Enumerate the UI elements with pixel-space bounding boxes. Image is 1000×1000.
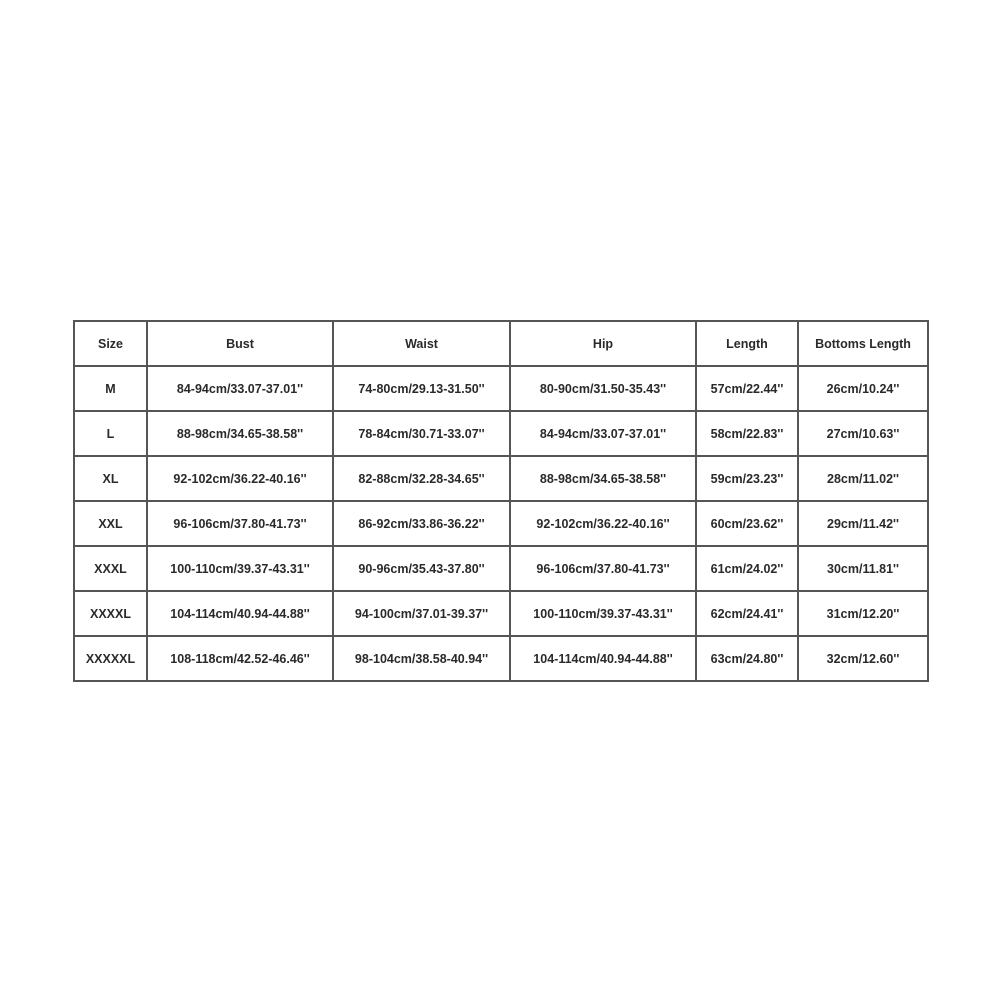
table-row [74,366,928,411]
header-row [74,321,928,366]
cell-waist: 74-80cm/29.13-31.50'' [333,366,510,411]
header-bust: Bust [147,321,333,366]
cell-bottoms-length: 26cm/10.24'' [798,366,928,411]
cell-size: L [74,411,147,456]
header-length: Length [696,321,798,366]
cell-bust: 84-94cm/33.07-37.01'' [147,366,333,411]
cell-hip: 80-90cm/31.50-35.43'' [510,366,696,411]
cell-size: M [74,366,147,411]
cell-hip: 96-106cm/37.80-41.73'' [510,546,696,591]
size-chart-table [73,320,929,682]
cell-size: XXXXL [74,591,147,636]
cell-size: XL [74,456,147,501]
cell-waist: 78-84cm/30.71-33.07'' [333,411,510,456]
cell-length: 59cm/23.23'' [696,456,798,501]
table-row [74,546,928,591]
cell-waist: 82-88cm/32.28-34.65'' [333,456,510,501]
cell-bottoms-length: 30cm/11.81'' [798,546,928,591]
cell-bust: 88-98cm/34.65-38.58'' [147,411,333,456]
cell-size: XXXXXL [74,636,147,681]
cell-size: XXXL [74,546,147,591]
cell-bust: 100-110cm/39.37-43.31'' [147,546,333,591]
size-chart-body [74,321,928,681]
header-size: Size [74,321,147,366]
table-row [74,456,928,501]
cell-length: 57cm/22.44'' [696,366,798,411]
header-bottoms-length: Bottoms Length [798,321,928,366]
cell-bust: 96-106cm/37.80-41.73'' [147,501,333,546]
cell-hip: 104-114cm/40.94-44.88'' [510,636,696,681]
header-hip: Hip [510,321,696,366]
table-row [74,411,928,456]
cell-bottoms-length: 28cm/11.02'' [798,456,928,501]
cell-bottoms-length: 32cm/12.60'' [798,636,928,681]
cell-hip: 100-110cm/39.37-43.31'' [510,591,696,636]
cell-length: 60cm/23.62'' [696,501,798,546]
cell-length: 63cm/24.80'' [696,636,798,681]
cell-bust: 104-114cm/40.94-44.88'' [147,591,333,636]
cell-bottoms-length: 27cm/10.63'' [798,411,928,456]
cell-length: 58cm/22.83'' [696,411,798,456]
cell-bottoms-length: 29cm/11.42'' [798,501,928,546]
cell-bottoms-length: 31cm/12.20'' [798,591,928,636]
cell-hip: 92-102cm/36.22-40.16'' [510,501,696,546]
table-row [74,591,928,636]
cell-size: XXL [74,501,147,546]
cell-waist: 86-92cm/33.86-36.22'' [333,501,510,546]
cell-waist: 94-100cm/37.01-39.37'' [333,591,510,636]
cell-length: 61cm/24.02'' [696,546,798,591]
header-waist: Waist [333,321,510,366]
cell-waist: 90-96cm/35.43-37.80'' [333,546,510,591]
cell-hip: 84-94cm/33.07-37.01'' [510,411,696,456]
table-row [74,636,928,681]
cell-bust: 92-102cm/36.22-40.16'' [147,456,333,501]
cell-hip: 88-98cm/34.65-38.58'' [510,456,696,501]
table-row [74,501,928,546]
cell-length: 62cm/24.41'' [696,591,798,636]
cell-waist: 98-104cm/38.58-40.94'' [333,636,510,681]
cell-bust: 108-118cm/42.52-46.46'' [147,636,333,681]
